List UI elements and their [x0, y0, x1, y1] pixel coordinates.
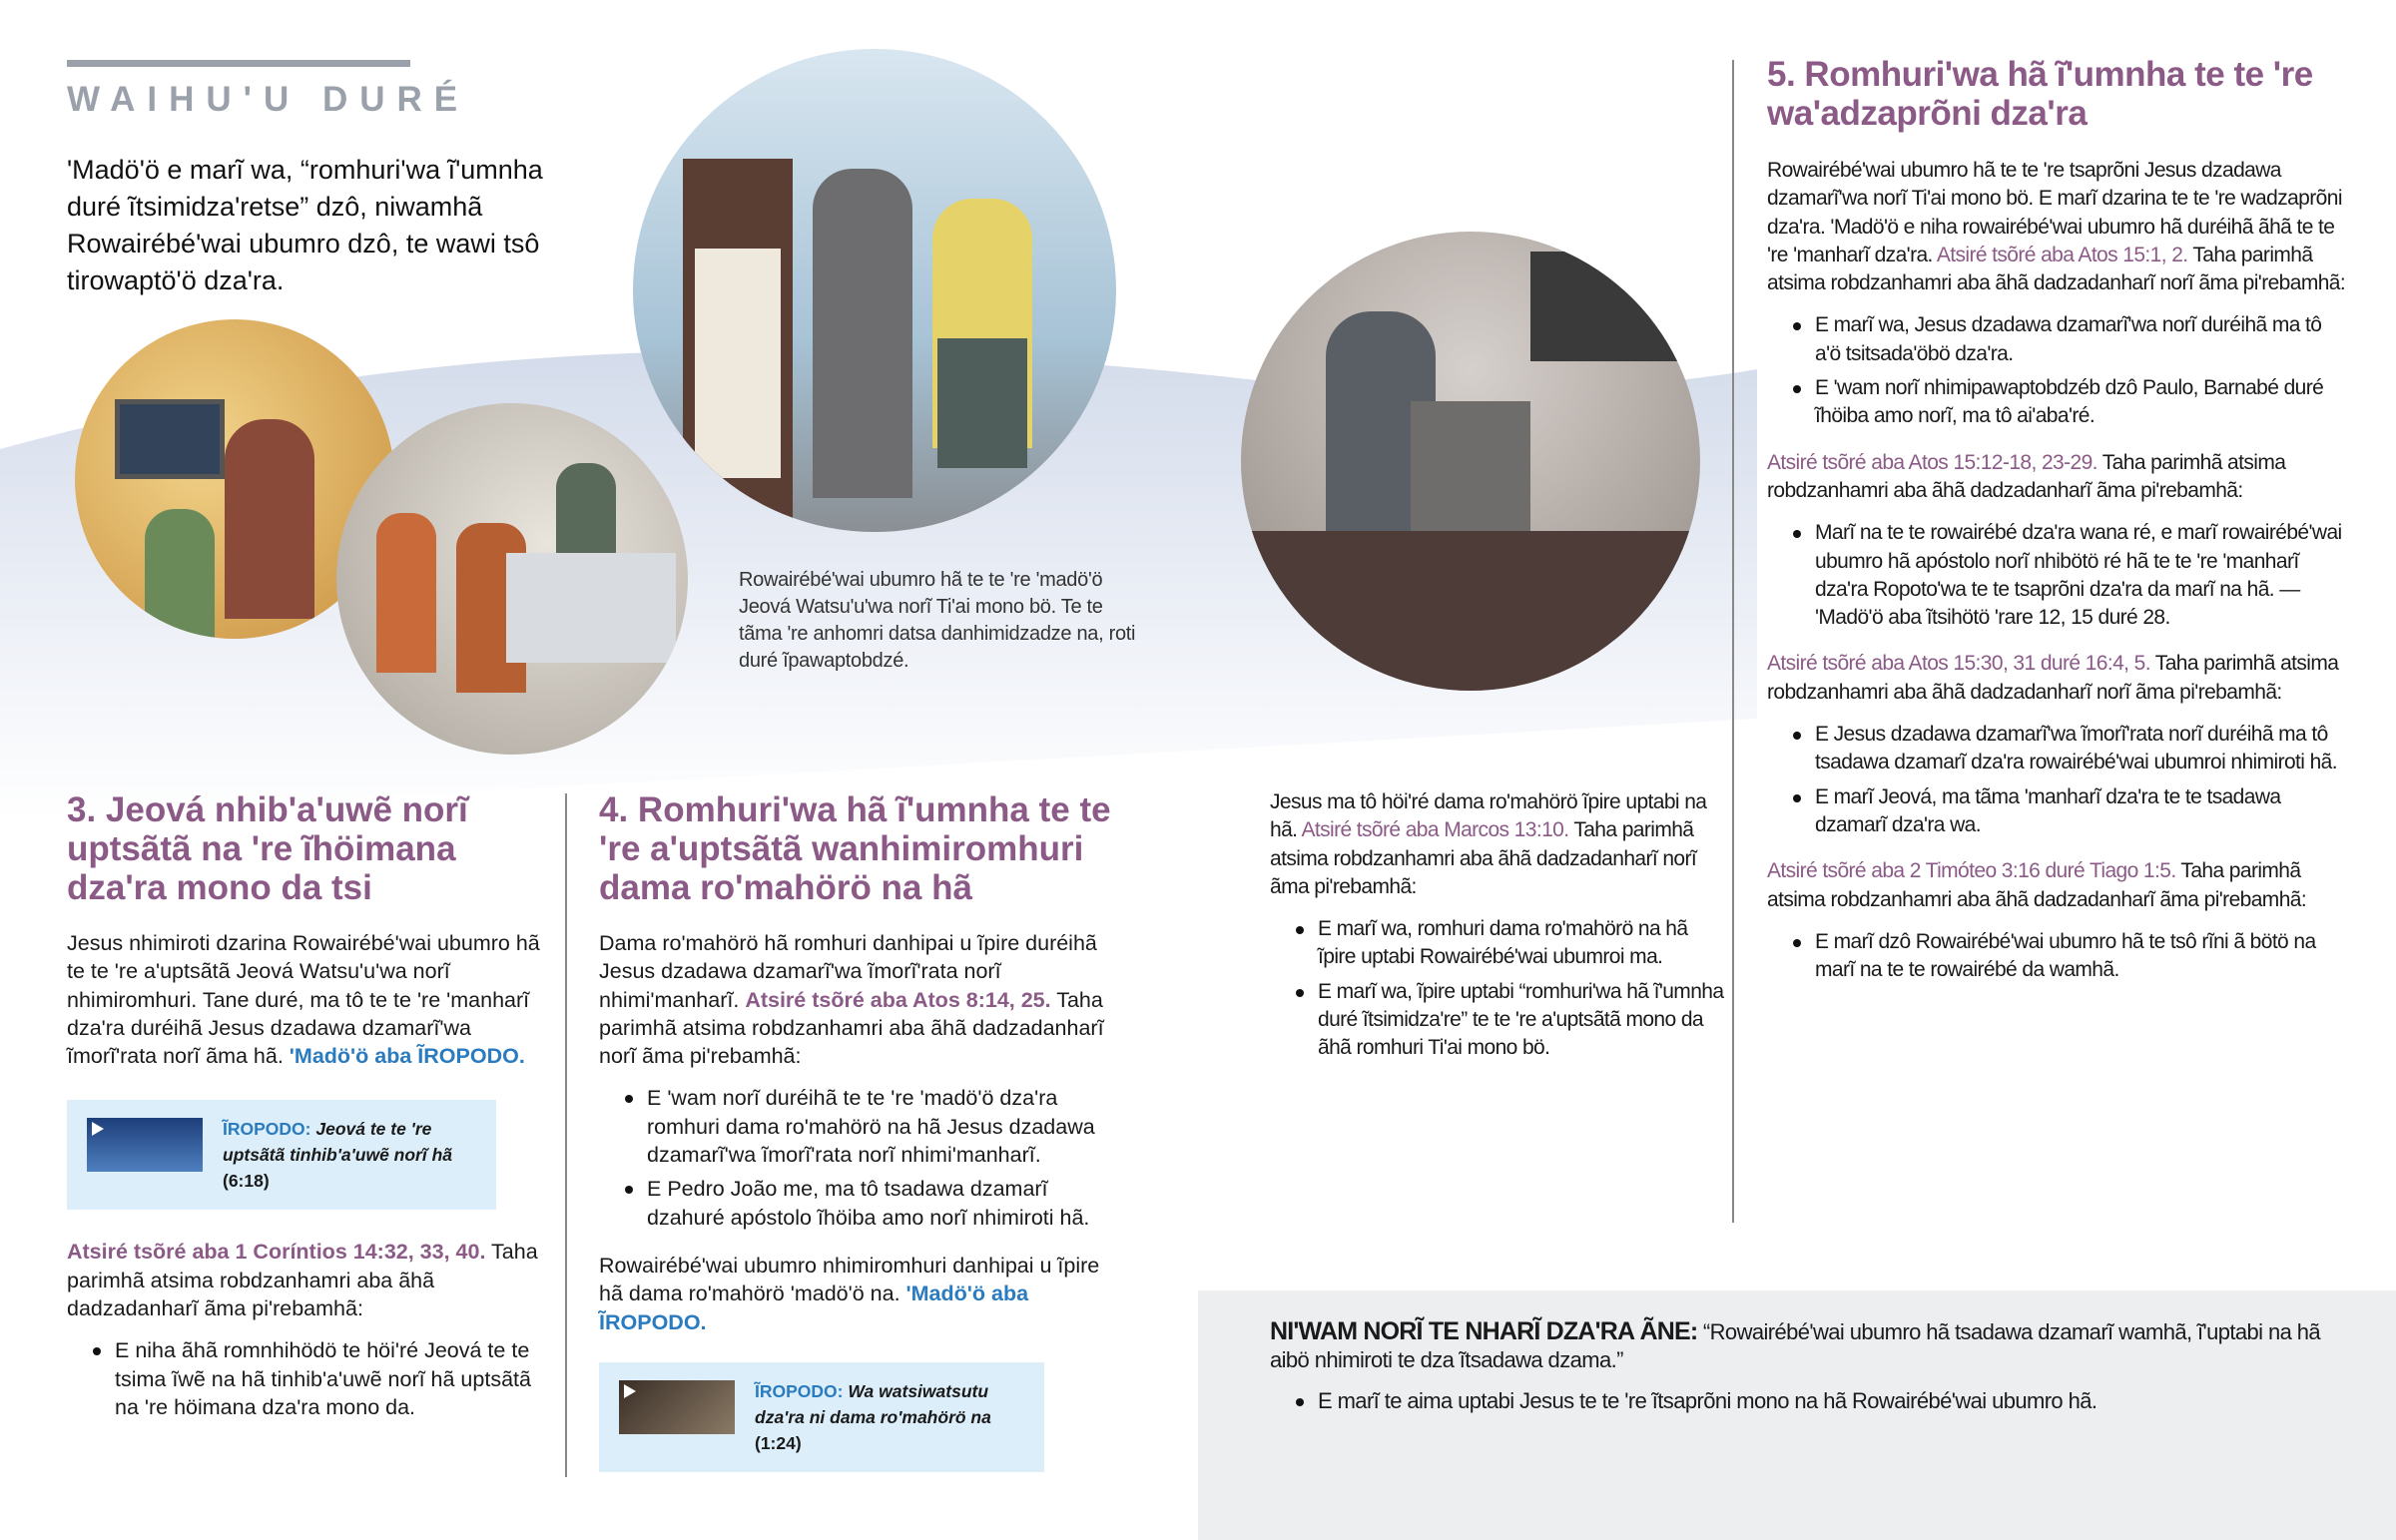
- list-item: E niha ãhã romnhihödö te höi'ré Jeová te te tsima ĩwẽ na hã tinhib'a'uwẽ norĩ hã uptsãtã na 're höimana dza'ra mono da.: [67, 1336, 546, 1421]
- section-3-heading: 3. Jeová nhib'a'uwẽ norĩ uptsãtã na 're ĩhöimana dza'ra mono da tsi: [67, 790, 468, 907]
- list-item: E marĩ te aima uptabi Jesus te te 're ĩtsaprõni mono na hã Rowairébé'wai ubumro hã.: [1270, 1387, 2348, 1415]
- video-duration: (1:24): [755, 1432, 802, 1453]
- list-item: E Pedro João me, ma tô tsadawa dzamarĩ dzahuré apóstolo ĩhöiba amo norĩ nhimiroti hã.: [599, 1175, 1118, 1232]
- list-item: E marĩ wa, Jesus dzadawa dzamarĩ'wa norĩ duréihã ma tô a'ö tsitsada'öbö dza'ra.: [1767, 311, 2346, 368]
- summary-label: NI'WAM NORĨ TE NHARĨ DZA'RA ÃNE:: [1270, 1317, 1698, 1345]
- page-title: WAIHU'U DURÉ: [67, 80, 470, 119]
- video-card[interactable]: [67, 1100, 496, 1210]
- video-title: Wa watsiwatsutu dza'ra ni dama ro'mahörö na: [755, 1380, 991, 1427]
- column-divider: [565, 793, 567, 1477]
- list-item: E 'wam norĩ duréihã te te 're 'madö'ö dza'ra romhuri dama ro'mahörö na hã Jesus dzadawa dzamarĩ'wa ĩmorĩ'rata norĩ nhimi'manharĩ.: [599, 1084, 1118, 1169]
- list-item: E marĩ wa, romhuri dama ro'mahörö na hã ĩpire uptabi Rowairébé'wai ubumroi ma.: [1270, 915, 1724, 972]
- scripture-reference[interactable]: Atsiré tsõré aba Marcos 13:10.: [1301, 818, 1569, 842]
- list-item: E marĩ dzô Rowairébé'wai ubumro hã te tsô rĩni ã bötö na marĩ na te te rowairébé da wamhã.: [1767, 928, 2346, 985]
- video-thumbnail[interactable]: [87, 1118, 203, 1172]
- play-icon: [92, 1122, 104, 1136]
- video-label: ĨROPODO:: [223, 1119, 311, 1140]
- relief-workers-illustration: [336, 403, 688, 755]
- couple-with-literature-cart-illustration: [633, 49, 1116, 532]
- watch-video-link[interactable]: 'Madö'ö aba ĨROPODO.: [289, 1044, 525, 1069]
- scripture-reference[interactable]: Atsiré tsõré aba 1 Coríntios 14:32, 33, 40.: [67, 1240, 486, 1265]
- section-4-body: Dama ro'mahörö hã romhuri danhipai u ĩpire duréihã Jesus dzadawa dzamarĩ'wa ĩmorĩ'rata norĩ nhimi'manharĩ.: [599, 931, 1097, 1012]
- section-5-heading: 5. Romhuri'wa hã ĩ'umnha te te 're wa'adzaprõni dza'ra: [1767, 55, 2313, 133]
- video-label: ĨROPODO:: [755, 1380, 844, 1401]
- reference-prompt: Taha parimhã atsima robdzanhamri aba ãhã dadzadanharĩ norĩ ãma pi'rebamhã:: [1270, 818, 1697, 898]
- section-3: [67, 790, 546, 1427]
- reference-prompt: Taha parimhã atsima robdzanhamri aba ãhã dadzadanharĩ norĩ ãma pi'rebamhã:: [599, 987, 1104, 1069]
- intro-text: 'Madö'ö e marĩ wa, “romhuri'wa ĩ'umnha duré ĩtsimidza'retse” dzô, niwamhã Rowairébé'wai ubumro dzô, te wawi tsô tirowaptö'ö dza'ra.: [67, 155, 543, 295]
- list-item: E marĩ Jeová, ma tãma 'manharĩ dza'ra te te tsadawa dzamarĩ dza'ra wa.: [1767, 783, 2346, 840]
- scripture-reference[interactable]: Atsiré tsõré aba Atos 15:30, 31 duré 16:4, 5.: [1767, 652, 2150, 676]
- video-duration: (6:18): [223, 1171, 270, 1192]
- section-4: [599, 790, 1118, 1472]
- title-rule: [67, 60, 410, 67]
- speaker-at-podium-illustration: [1241, 232, 1700, 691]
- illustration-caption: Rowairébé'wai ubumro hã te te 're 'madö'ö Jeová Watsu'u'wa norĩ Ti'ai mono bö. Te te tãma 're anhomri datsa danhimidzadze na, roti duré ĩpawaptobdzé.: [739, 569, 1136, 672]
- watch-video-link[interactable]: 'Madö'ö aba ĨROPODO.: [599, 1282, 1029, 1334]
- section-4-body-2: Rowairébé'wai ubumro nhimiromhuri danhipai u ĩpire hã dama ro'mahörö 'madö'ö na.: [599, 1253, 1100, 1306]
- summary-quote: “Rowairébé'wai ubumro hã tsadawa dzamarĩ wamhã, ĩ'uptabi na hã aibö nhimiroti te dza ĩtsadawa dzama.”: [1270, 1319, 2321, 1373]
- reference-prompt: Taha parimhã atsima robdzanhamri aba ãhã dadzadanharĩ ãma pi'rebamhã:: [1767, 450, 2286, 502]
- list-item: E 'wam norĩ nhimipawaptobdzéb dzô Paulo, Barnabé duré ĩhöiba amo norĩ, ma tô ai'aba'ré.: [1767, 374, 2346, 431]
- scripture-reference[interactable]: Atsiré tsõré aba Atos 15:1, 2.: [1936, 243, 2188, 266]
- video-card[interactable]: [599, 1362, 1044, 1472]
- section-5-body: Rowairébé'wai ubumro hã te te 're tsaprõni Jesus dzadawa dzamarĩ'wa norĩ Ti'ai mono bö. E marĩ dzarina te te 're wadzaprõni dza'ra. 'Madö'ö e niha rowairébé'wai ubumro hã duréihã ãhã te te 're 'manharĩ dza'ra.: [1767, 159, 2342, 266]
- section-4-continued: [1270, 788, 1724, 1069]
- column-divider: [1732, 60, 1734, 1223]
- reference-prompt: Taha parimhã atsima robdzanhamri aba ãhã dadzadanharĩ ãma pi'rebamhã:: [1767, 859, 2307, 911]
- summary-content: [1270, 1317, 2348, 1421]
- list-item: E marĩ wa, ĩpire uptabi “romhuri'wa hã ĩ'umnha duré ĩtsimidza're” te te 're a'uptsãtã mono da ãhã romhuri Ti'ai mono bö.: [1270, 978, 1724, 1063]
- reference-prompt: Taha parimhã atsima robdzanhamri aba ãhã dadzadanharĩ norĩ ãma pi'rebamhã:: [1767, 243, 2346, 295]
- list-item: E Jesus dzadawa dzamarĩ'wa ĩmorĩ'rata norĩ duréihã ma tô tsadawa dzamarĩ dza'ra rowairébé'wai ubumroi nhimiroti hã.: [1767, 721, 2346, 777]
- video-thumbnail[interactable]: [619, 1380, 735, 1434]
- scripture-reference[interactable]: Atsiré tsõré aba 2 Timóteo 3:16 duré Tiago 1:5.: [1767, 859, 2176, 883]
- video-title: Jeová te te 're uptsãtã tinhib'a'uwẽ norĩ hã: [223, 1119, 453, 1166]
- section-4-heading: 4. Romhuri'wa hã ĩ'umnha te te 're a'uptsãtã wanhimiromhuri dama ro'mahörö na hã: [599, 790, 1111, 907]
- scripture-reference[interactable]: Atsiré tsõré aba Atos 15:12-18, 23-29.: [1767, 450, 2097, 474]
- section-5: [1767, 55, 2346, 990]
- reference-prompt: Taha parimhã atsima robdzanhamri aba ãhã dadzadanharĩ norĩ ãma pi'rebamhã:: [1767, 652, 2339, 704]
- section-3-body: Jesus nhimiroti dzarina Rowairébé'wai ubumro hã te te 're a'uptsãtã Jeová Watsu'u'wa norĩ nhimiromhuri. Tane duré, ma tô te te 're 'manharĩ dza'ra duréihã Jesus dzadawa dzamarĩ'wa ĩmorĩ'rata norĩ ãma hã.: [67, 931, 540, 1069]
- column-3-body: Jesus ma tô höi'ré dama ro'mahörö ĩpire uptabi na hã.: [1270, 790, 1707, 842]
- reference-prompt: Taha parimhã atsima robdzanhamri aba ãhã dadzadanharĩ ãma pi'rebamhã:: [67, 1240, 538, 1321]
- play-icon: [624, 1384, 636, 1398]
- list-item: Marĩ na te te rowairébé dza'ra wana ré, e marĩ rowairébé'wai ubumro hã apóstolo norĩ nhibötö ré hã te te 're 'manharĩ dza'ra Ropoto'wa te te tsaprõni dza'ra da marĩ na hã. — 'Madö'ö aba ĩtsihötö 'rare 12, 15 duré 28.: [1767, 519, 2346, 632]
- scripture-reference[interactable]: Atsiré tsõré aba Atos 8:14, 25.: [745, 987, 1051, 1012]
